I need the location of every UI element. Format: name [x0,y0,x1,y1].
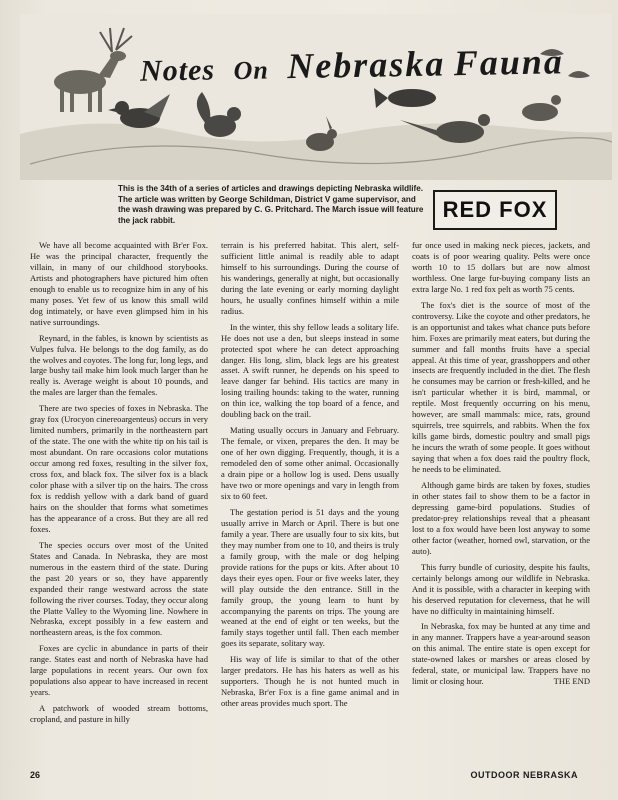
page-number: 26 [30,770,41,780]
paragraph: We have all become acquainted with Br'er Fox. He was the principal character, frequently the villain, in many of our childhood storybooks. Artists and photographers have pictured him often enough to enable us to recognize him in any of his many poses. Yet few of us know this small wild dog intimately, or have even glimpsed him in his native surroundings. [30,240,208,327]
series-title-nebraska: Nebraska [286,43,446,87]
paragraph: Mating usually occurs in January and February. The female, or vixen, prepares the den. It may be one of her own digging. Frequently, though, it is a remodeled den of some other animal. Occasionally a drain pipe or a hollow log is used. Dens usually have two or more openings and vary in length from six to 60 feet. [221,425,399,501]
paragraph: Foxes are cyclic in abundance in parts of their range. States east and north of Nebraska have had large populations in recent years. Our own fox populations also appear to have increased in recent years. [30,643,208,698]
paragraph: In the winter, this shy fellow leads a solitary life. He does not use a den, but sleeps instead in some protected spot where he can detect approaching danger. His long, slim, black legs are his greatest asset. A swift runner, he depends on his speed to leave danger far behind. His tactics are many in losing trailing hounds: taking to the water, running on thin ice, walking the top board of a fence, and doubling back on the trail. [221,321,399,420]
paragraph-text: In Nebraska, fox may be hunted at any time and in any manner. Trappers have a year-around season on this animal. The entire state is open except for state-owned lakes or marshes or areas closed by federal, state, or municipal law. Trappers have no limit or closing hour. [412,621,590,687]
series-title-on: On [233,55,270,86]
article-title: RED FOX [442,197,548,222]
series-title [140,40,564,89]
article-column-1 [30,240,208,760]
article-body [30,240,590,760]
series-title-fauna: Fauna [453,41,565,84]
paragraph: terrain is his preferred habitat. This alert, self-sufficient little animal is readily able to adapt himself to his surroundings. During the course of his wanderings, generally at night, but occasionally during the late evening or early morning daylight hours, he usually confines himself within a mile radius. [221,240,399,316]
paragraph: The fox's diet is the source of most of the controversy. Like the coyote and other predators, he is an opportunist and takes what chance puts before him. Foxes are primarily meat eaters, but during the summer and fall months fruits have a special appeal. At this time of year, grasshoppers and other insects are frequently included in the diet. The flesh he consumes may be carrion or fresh-killed, and he isn't particular whether it is bird, mammal, or reptile. Most frequently occurring on his menu, however, are small mammals: mice, rats, ground squirrels, tree squirrels, and rabbits. When the fox kills game birds, domestic poultry and small pigs he incurs the wrath of some people. It goes without saying that when a fox does raid the poultry flock, he needs to be eliminated. [412,299,590,475]
article-column-2 [221,240,399,760]
page-footer [30,770,590,786]
paragraph: This furry bundle of curiosity, despite his faults, certainly belongs among our wildlife in Nebraska. And it is possible, with a character in keeping with his deserved reputation for cleverness, that he will have no difficulty in maintaining himself. [412,561,590,616]
article-title-box [433,190,557,230]
magazine-name: OUTDOOR NEBRASKA [470,770,578,780]
paragraph: Reynard, in the fables, is known by scientists as Vulpes fulva. He belongs to the dog family, as do the wolves and coyotes. The long fur, long legs, and large bushy tail make him look much larger than he really is. Average weight is about 10 pounds, and the males are larger than the females. [30,332,208,398]
paragraph-last [412,621,590,687]
article-column-3 [412,240,590,760]
paragraph: Although game birds are taken by foxes, studies in other states fail to show them to be a factor in depressing game-bird populations. Studies of predator-prey relationships reveal that a pheasant lost to a fox would have been lost anyway to some other factor (weather, horned owl, starvation, or the auto). [412,480,590,556]
header-illustration [20,14,612,180]
wildlife-drawing [20,14,612,180]
paragraph: A patchwork of wooded stream bottoms, cropland, and pasture in hilly [30,703,208,725]
paragraph: fur once used in making neck pieces, jackets, and coats is of poor wearing quality. Pelts were once worth 10 to 15 dollars but are now almost worthless. One large fur-buying company lists an extra large No. 1 red fox pelt as worth 75 cents. [412,240,590,294]
paragraph: The species occurs over most of the United States and Canada. In Nebraska, they are most numerous in the eastern third of the state. During the past 20 years or so, they have apparently expanded their range westward across the state following the river courses. Today, they occur along the Platte Valley to the Wyoming line. Nowhere in Nebraska, except possibly in a few eastern and northeastern areas, is the fox common. [30,539,208,638]
end-mark: THE END [553,676,590,687]
paragraph: The gestation period is 51 days and the young usually arrive in March or April. There is but one family a year. There are usually four to six kits, but they may number from one to 10, and theirs is truly a family group, with the male or dog helping provide rations for the pups or kits. After about 10 days their eyes open. Four or five weeks later, they will play outside the den entrance. Still in the family group, the young learn to hunt by accompanying the parents on trips. The young are weaned at the end of eight or ten weeks, but the family stays together until fall. Then each member goes its separate, solitary way. [221,506,399,649]
paragraph: There are two species of foxes in Nebraska. The gray fox (Urocyon cinereoargenteus) occurs in very limited numbers, primarily in the northeastern part of the state. The one with the white tip on his tail is most abundant. On rare occasions color mutations occur among red foxes, resulting in the silver fox, cross fox, and black fox. The silver fox is a black color phase with a silver tip on the hairs. The cross fox is reddish yellow with a dark band of guard hairs on the shoulder that forms what sometimes has the appearance of a cross. But they are all red foxes. [30,403,208,534]
paragraph: His way of life is similar to that of the other larger predators. He has his haters as well as his supporters. Though he is not hunted much in Nebraska, Br'er Fox is a fine game animal and in other areas provides much sport. The [221,654,399,709]
series-title-notes: Notes [139,53,216,88]
intro-paragraph: This is the 34th of a series of articles and drawings depicting Nebraska wildlife. The article was written by George Schildman, District V game supervisor, and the wash drawing was prepared by C. G. Pritchard. The March issue will feature the jack rabbit. [118,184,424,225]
